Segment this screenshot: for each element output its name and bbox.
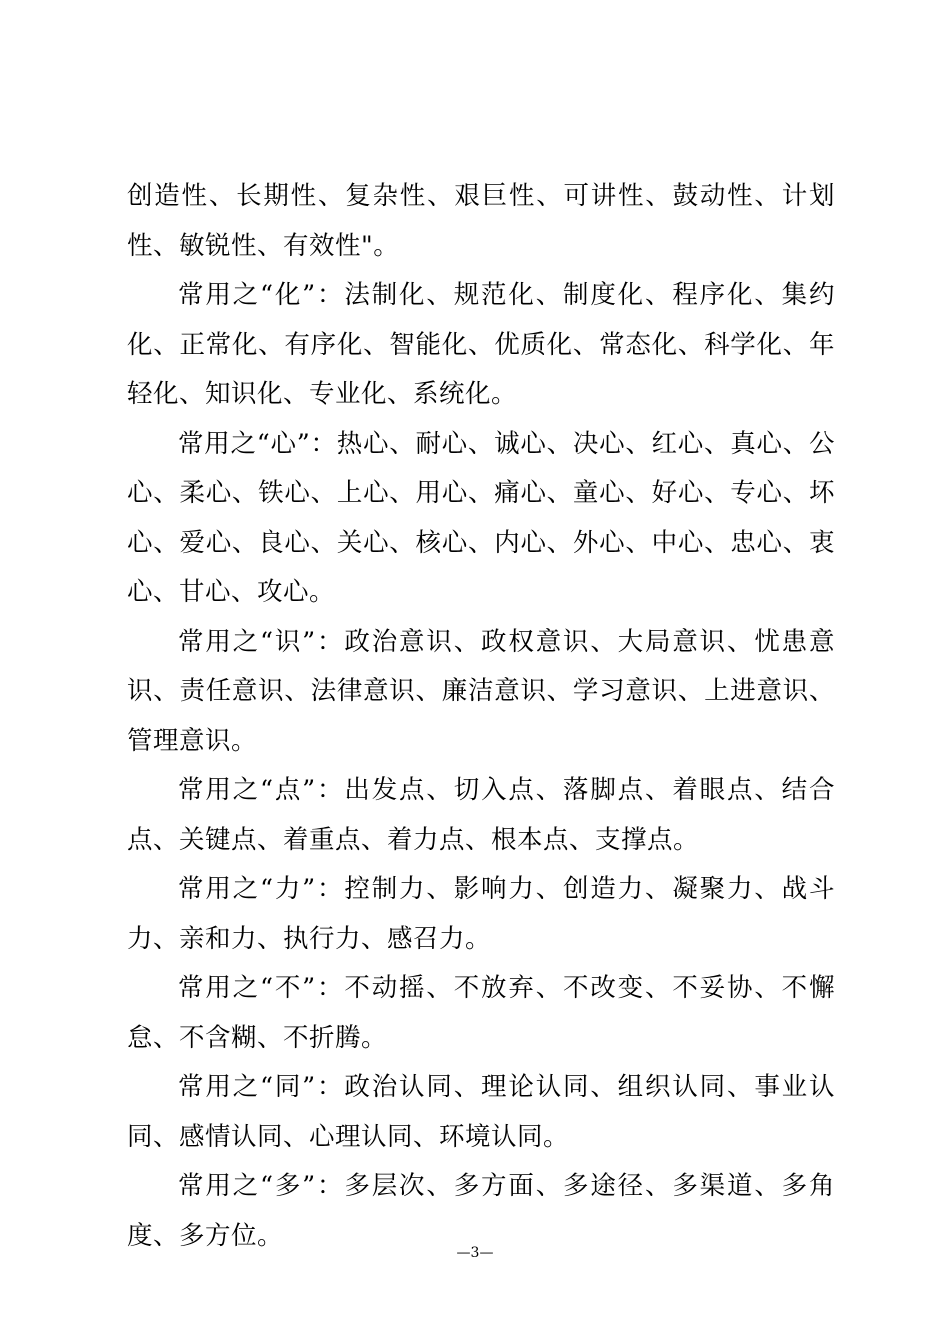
document-body	[127, 172, 835, 1261]
paragraph-xin: 常用之“心”：热心、耐心、诚心、决心、红心、真心、公心、柔心、铁心、上心、用心、痛心、童心、好心、专心、坏心、爱心、良心、关心、核心、内心、外心、中心、忠心、衷心、甘心、攻心。	[127, 428, 835, 607]
paragraph-hua: 常用之“化”：法制化、规范化、制度化、程序化、集约化、正常化、有序化、智能化、优质化、常态化、科学化、年轻化、知识化、专业化、系统化。	[127, 280, 835, 409]
paragraph-li: 常用之“力”：控制力、影响力、创造力、凝聚力、战斗力、亲和力、执行力、感召力。	[127, 874, 835, 954]
paragraph-shi: 常用之“识”：政治意识、政权意识、大局意识、忧患意识、责任意识、法律意识、廉洁意识、学习意识、上进意识、管理意识。	[127, 626, 835, 756]
paragraph-continued: 创造性、长期性、复杂性、艰巨性、可讲性、鼓动性、计划性、敏锐性、有效性"。	[127, 181, 835, 261]
paragraph-bu: 常用之“不”：不动摇、不放弃、不改变、不妥协、不懈怠、不含糊、不折腾。	[127, 973, 835, 1053]
paragraph-dian: 常用之“点”：出发点、切入点、落脚点、着眼点、结合点、关键点、着重点、着力点、根本点、支撑点。	[127, 775, 835, 855]
paragraph-tong: 常用之“同”：政治认同、理论认同、组织认同、事业认同、感情认同、心理认同、环境认同。	[127, 1072, 835, 1152]
paragraph-duo: 常用之“多”：多层次、多方面、多途径、多渠道、多角度、多方位。	[127, 1171, 835, 1251]
page-number: —3—	[456, 1245, 494, 1261]
